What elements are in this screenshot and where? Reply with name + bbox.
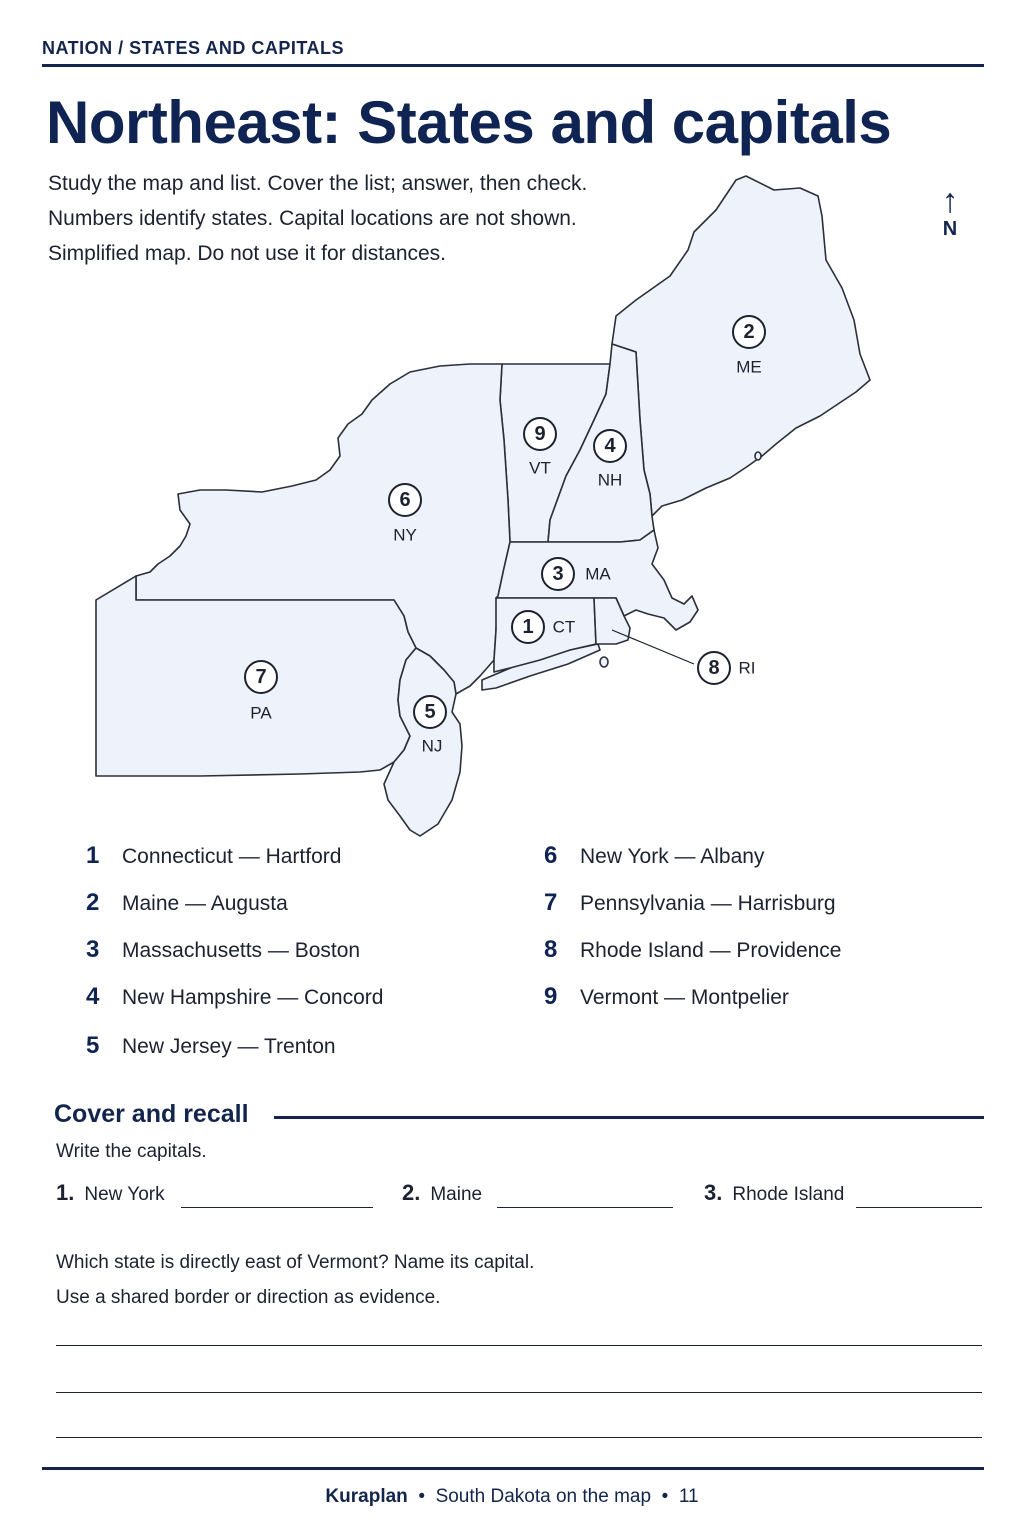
section-heading: Cover and recall: [54, 1100, 249, 1128]
instruction-line: Simplified map. Do not use it for distances.: [48, 242, 447, 265]
map-number: 8: [708, 657, 720, 679]
instruction-line: Numbers identify states. Capital locations are not shown.: [48, 207, 577, 230]
answer-blank-1[interactable]: [181, 1207, 373, 1208]
map-abbr: RI: [738, 658, 756, 678]
footer-separator: •: [661, 1486, 669, 1507]
answer-blank-2[interactable]: [497, 1207, 673, 1208]
footer-subject: South Dakota on the map: [435, 1486, 652, 1507]
map-abbr: PA: [250, 703, 272, 723]
list-item: 1 Connecticut — Hartford: [86, 842, 342, 869]
writing-line[interactable]: [56, 1345, 982, 1346]
list-item: 6 New York — Albany: [544, 842, 765, 869]
map-number: 1: [522, 616, 534, 638]
recall-question: 1. New York: [56, 1180, 165, 1205]
page-title: Northeast: States and capitals: [46, 89, 892, 156]
breadcrumb: NATION / STATES AND CAPITALS: [42, 38, 344, 58]
northeast-map: [0, 160, 1024, 850]
recall-prompt: Write the capitals.: [56, 1141, 207, 1162]
footer-separator: •: [418, 1486, 425, 1507]
header-rule: [42, 64, 984, 67]
map-abbr: MA: [585, 564, 611, 584]
map-abbr: NJ: [421, 736, 443, 756]
recall-question: 3. Rhode Island: [704, 1180, 845, 1205]
footer-brand: Kuraplan: [325, 1486, 408, 1507]
map-number: 6: [399, 489, 411, 511]
map-abbr: NY: [393, 525, 417, 545]
map-number: 5: [424, 701, 436, 723]
list-item: 7 Pennsylvania — Harrisburg: [544, 889, 836, 916]
map-abbr: ME: [736, 357, 762, 377]
ri-leader-line: [612, 630, 694, 664]
north-label: N: [942, 218, 958, 240]
label-ri: [698, 652, 756, 684]
recall-question: 2. Maine: [402, 1180, 483, 1205]
map-number: 9: [534, 423, 546, 445]
evidence-text: Use a shared border or direction as evidence.: [56, 1287, 441, 1308]
map-abbr: CT: [552, 617, 576, 637]
question-text: Which state is directly east of Vermont? Name its capital.: [56, 1252, 535, 1273]
page-number: 11: [678, 1486, 699, 1507]
list-item: 8 Rhode Island — Providence: [544, 936, 842, 963]
list-item: 9 Vermont — Montpelier: [544, 983, 789, 1010]
north-arrow-icon: ↑: [941, 182, 959, 220]
maine-island: [755, 452, 761, 460]
map-abbr: NH: [597, 470, 623, 490]
list-item: 4 New Hampshire — Concord: [86, 983, 384, 1010]
answer-blank-3[interactable]: [856, 1207, 982, 1208]
map-number: 3: [552, 563, 564, 585]
list-item: 2 Maine — Augusta: [86, 889, 288, 916]
list-item: 5 New Jersey — Trenton: [86, 1032, 336, 1059]
footer-rule: [42, 1467, 984, 1470]
block-island: [600, 657, 608, 667]
list-item: 3 Massachusetts — Boston: [86, 936, 361, 963]
footer: [0, 1486, 1024, 1508]
section-rule: [274, 1116, 984, 1119]
map-number: 2: [743, 321, 755, 343]
map-number: 7: [255, 666, 267, 688]
instruction-line: Study the map and list. Cover the list; answer, then check.: [48, 172, 588, 195]
map-number: 4: [604, 435, 616, 457]
writing-line[interactable]: [56, 1437, 982, 1438]
writing-line[interactable]: [56, 1392, 982, 1393]
map-abbr: VT: [529, 458, 551, 478]
